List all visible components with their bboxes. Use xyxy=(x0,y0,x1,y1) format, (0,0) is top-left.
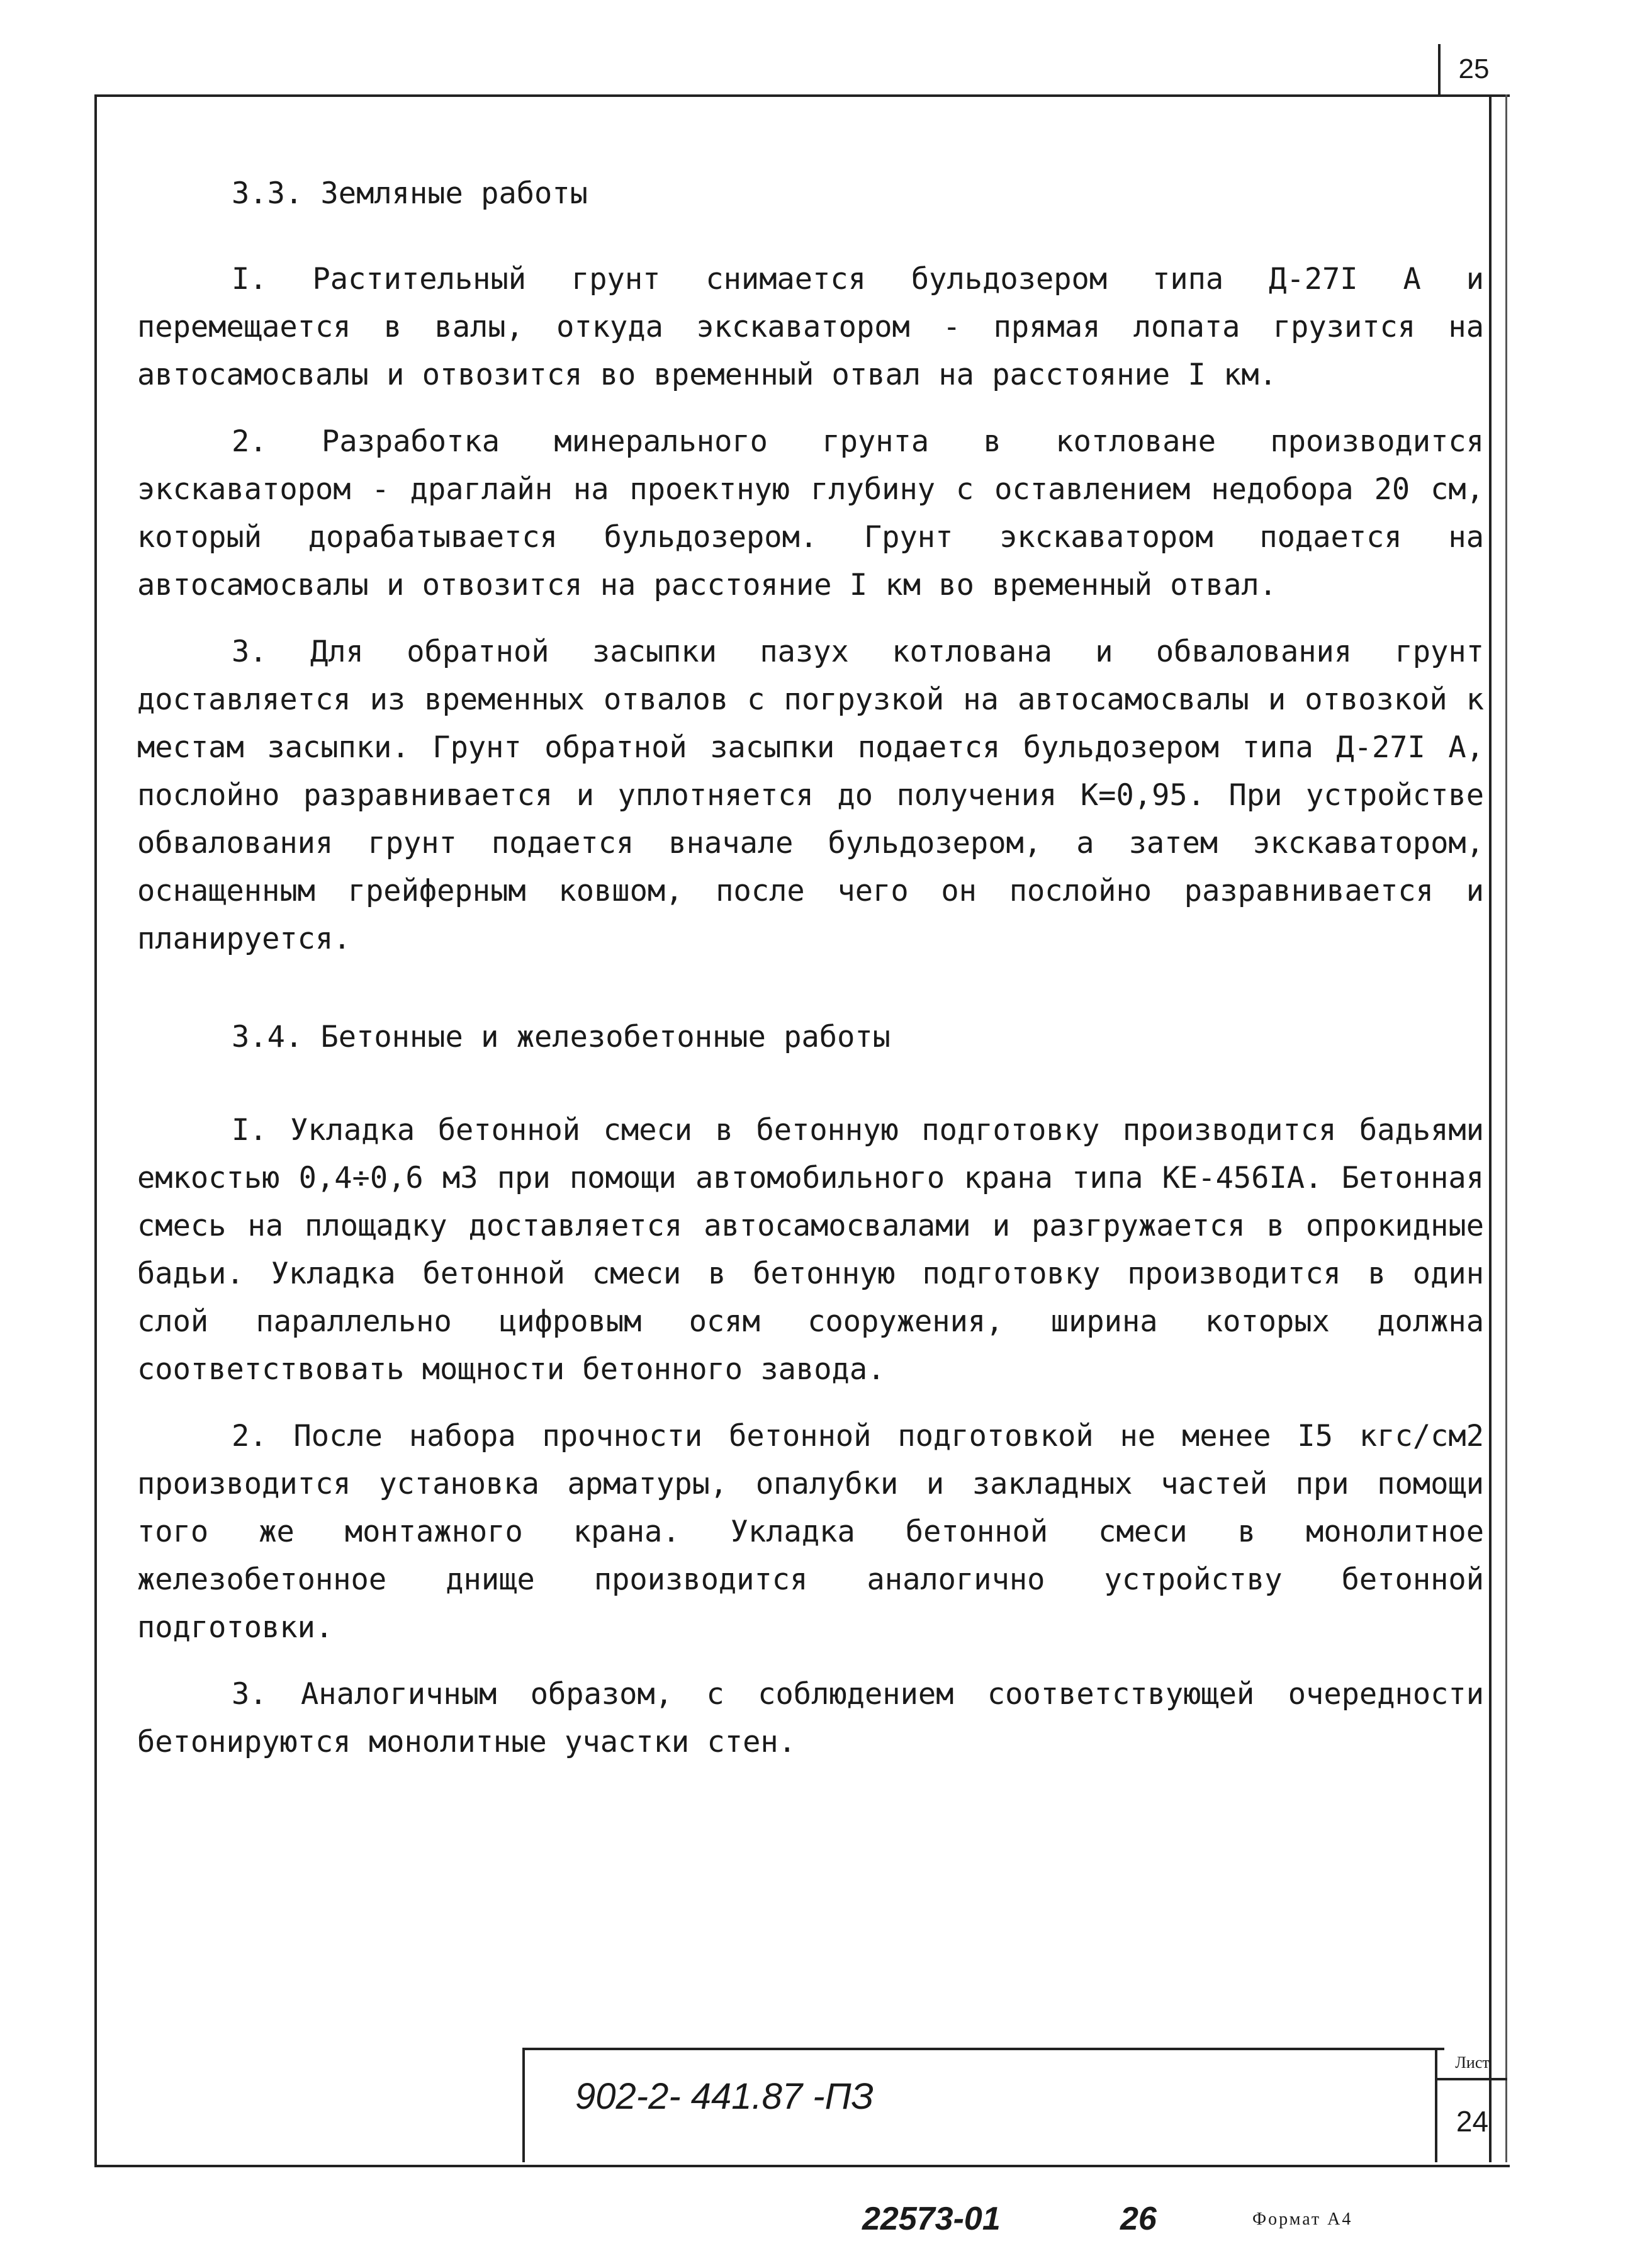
title-block-stamp xyxy=(522,2048,1444,2162)
sheet-label: Лист xyxy=(1437,2048,1507,2080)
sheet-number: 24 xyxy=(1456,2105,1489,2138)
inventory-code: 22573-01 xyxy=(862,2201,1001,2237)
paragraph-3-3-2: 2. Разработка минерального грунта в котловане производится экскаватором - драглайн на проектную глубину с оставлением недобора 20 см, который дорабатывается бульдозером. Грунт экскаватором подается на автосамосвалы и отвозится на расстояние I км во временный отвал. xyxy=(137,424,1484,602)
section-heading-3-3: 3.3. Земляные работы xyxy=(232,176,588,211)
paper-format: Формат А4 xyxy=(1252,2209,1353,2229)
footer-number: 26 xyxy=(1120,2201,1157,2237)
paragraph-3-4-2: 2. После набора прочности бетонной подготовкой не менее I5 кгс/см2 производится установка арматуры, опалубки и закладных частей при помощи того же монтажного крана. Укладка бетонной смеси в монолитное железобетонное днище производится аналогично устройству бетонной подготовки. xyxy=(137,1419,1484,1645)
section-heading-3-4: 3.4. Бетонные и железобетонные работы xyxy=(232,1020,891,1054)
sheet-box xyxy=(1435,2048,1507,2162)
frame-right-line xyxy=(1489,94,1492,2162)
top-page-number: 25 xyxy=(1438,44,1507,94)
paragraph-3-3-1: I. Растительный грунт снимается бульдозером типа Д-27I А и перемещается в валы, откуда экскаватором - прямая лопата грузится на автосамосвалы и отвозится во временный отвал на расстояние I км. xyxy=(137,262,1484,392)
paragraph-3-3-3: 3. Для обратной засыпки пазух котлована и обвалования грунт доставляется из временных отвалов с погрузкой на автосамосвалы и отвозкой к местам засыпки. Грунт обратной засыпки подается бульдозером типа Д-27I А, послойно разравнивается и уплотняется до получения К=0,95. При устройстве обвалования грунт подается вначале бульдозером, а затем экскаватором, оснащенным грейферным ковшом, после чего он послойно разравнивается и планируется. xyxy=(137,635,1484,956)
frame-right-line-outer xyxy=(1505,94,1507,2162)
paragraph-3-4-3: 3. Аналогичным образом, с соблюдением соответствующей очередности бетонируются монолитные участки стен. xyxy=(137,1677,1484,1759)
page-content xyxy=(137,170,1484,1766)
document-code: 902-2- 441.87 -ПЗ xyxy=(575,2076,874,2117)
paragraph-3-4-1: I. Укладка бетонной смеси в бетонную подготовку производится бадьями емкостью 0,4÷0,6 м3 при помощи автомобильного крана типа КЕ-456IА. Бетонная смесь на площадку доставляется автосамосвалами и разгружается в опрокидные бадьи. Укладка бетонной смеси в бетонную подготовку производится в один слой параллельно цифровым осям сооружения, ширина которых должна соответствовать мощности бетонного завода. xyxy=(137,1113,1484,1387)
